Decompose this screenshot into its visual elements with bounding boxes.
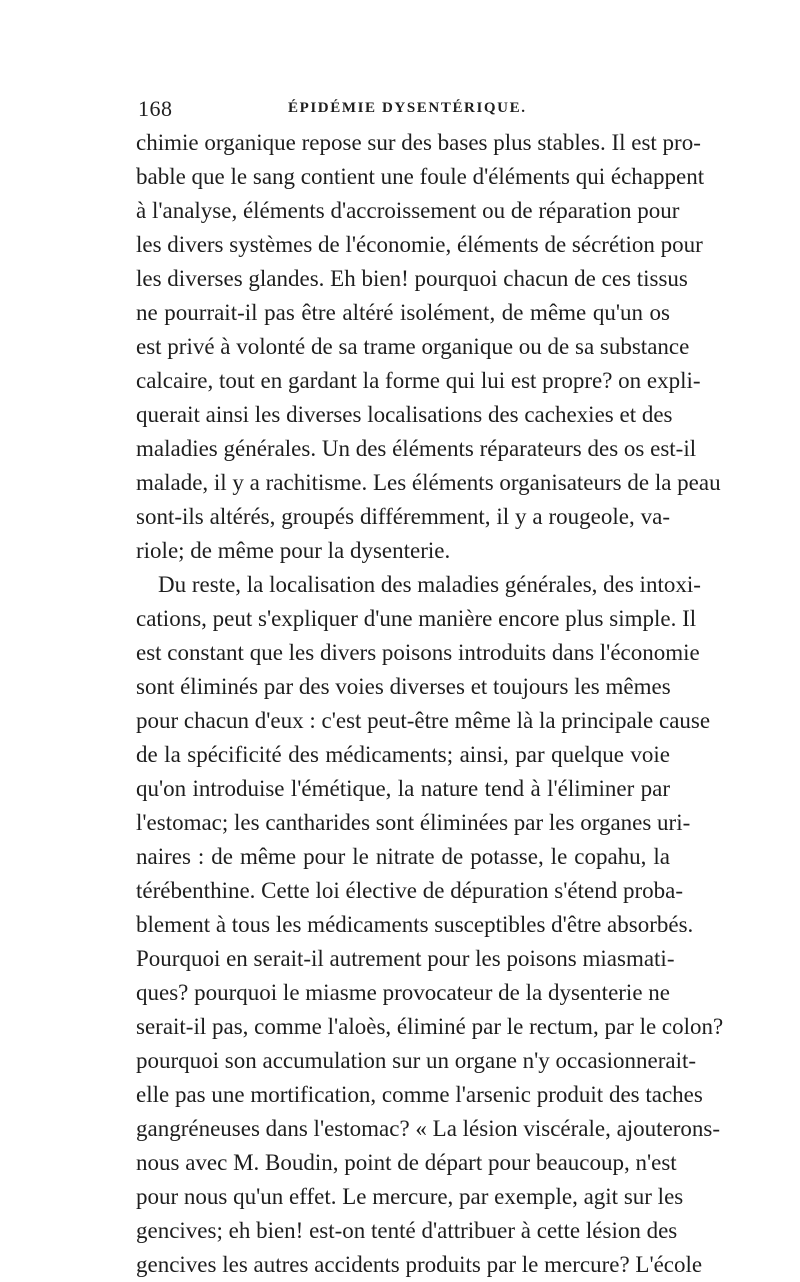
text-line: Pourquoi en serait-il autrement pour les poisons miasmati- xyxy=(136,946,675,971)
text-line: cations, peut s'expliquer d'une manière encore plus simple. Il xyxy=(136,606,697,631)
text-line: elle pas une mortification, comme l'arsenic produit des taches xyxy=(136,1082,703,1107)
body-text xyxy=(136,126,724,1282)
running-title: ÉPIDÉMIE DYSENTÉRIQUE. xyxy=(288,100,527,116)
text-line: pourquoi son accumulation sur un organe n'y occasionnerait- xyxy=(136,1048,697,1073)
text-line: les divers systèmes de l'économie, éléments de sécrétion pour xyxy=(136,232,703,257)
text-line: querait ainsi les diverses localisations des cachexies et des xyxy=(136,402,673,427)
paragraph-start-line: Du reste, la localisation des maladies générales, des intoxi- xyxy=(158,572,701,597)
text-line: gangréneuses dans l'estomac? « La lésion viscérale, ajouterons- xyxy=(136,1116,721,1141)
text-line: serait-il pas, comme l'aloès, éliminé par le rectum, par le colon? xyxy=(136,1014,724,1039)
text-line: térébenthine. Cette loi élective de dépuration s'étend proba- xyxy=(136,878,683,903)
text-line: pour chacun d'eux : c'est peut-être même là la principale cause xyxy=(136,708,711,733)
text-line: sont-ils altérés, groupés différemment, il y a rougeole, va- xyxy=(136,504,670,529)
text-line: l'estomac; les cantharides sont éliminées par les organes uri- xyxy=(136,810,691,835)
text-line: calcaire, tout en gardant la forme qui lui est propre? on expli- xyxy=(136,368,701,393)
text-line: de la spécificité des médicaments; ainsi, par quelque voie xyxy=(136,742,670,767)
text-line: gencives les autres accidents produits par le mercure? L'école xyxy=(136,1252,703,1277)
text-line: est privé à volonté de sa trame organique ou de sa substance xyxy=(136,334,690,359)
text-line: sont éliminés par des voies diverses et toujours les mêmes xyxy=(136,674,671,699)
text-line: nous avec M. Boudin, point de départ pour beaucoup, n'est xyxy=(136,1150,677,1175)
paragraph-end-line: riole; de même pour la dysenterie. xyxy=(136,538,451,563)
text-line: malade, il y a rachitisme. Les éléments organisateurs de la peau xyxy=(136,470,721,495)
text-line: blement à tous les médicaments susceptibles d'être absorbés. xyxy=(136,912,694,937)
text-line: pour nous qu'un effet. Le mercure, par exemple, agit sur les xyxy=(136,1184,684,1209)
page-header xyxy=(138,96,668,126)
text-line: à l'analyse, éléments d'accroissement ou de réparation pour xyxy=(136,198,680,223)
text-line: les diverses glandes. Eh bien! pourquoi chacun de ces tissus xyxy=(136,266,688,291)
text-line: naires : de même pour le nitrate de potasse, le copahu, la xyxy=(136,844,670,869)
text-line: maladies générales. Un des éléments réparateurs des os est-il xyxy=(136,436,697,461)
text-line: ne pourrait-il pas être altéré isolément, de même qu'un os xyxy=(136,300,670,325)
text-line: est constant que les divers poisons introduits dans l'économie xyxy=(136,640,700,665)
text-line: chimie organique repose sur des bases plus stables. Il est pro- xyxy=(136,130,701,155)
page-number: 168 xyxy=(138,96,173,121)
text-line: qu'on introduise l'émétique, la nature tend à l'éliminer par xyxy=(136,776,670,801)
text-line: gencives; eh bien! est-on tenté d'attribuer à cette lésion des xyxy=(136,1218,678,1243)
text-line: ques? pourquoi le miasme provocateur de la dysenterie ne xyxy=(136,980,670,1005)
text-line: bable que le sang contient une foule d'éléments qui échappent xyxy=(136,164,705,189)
